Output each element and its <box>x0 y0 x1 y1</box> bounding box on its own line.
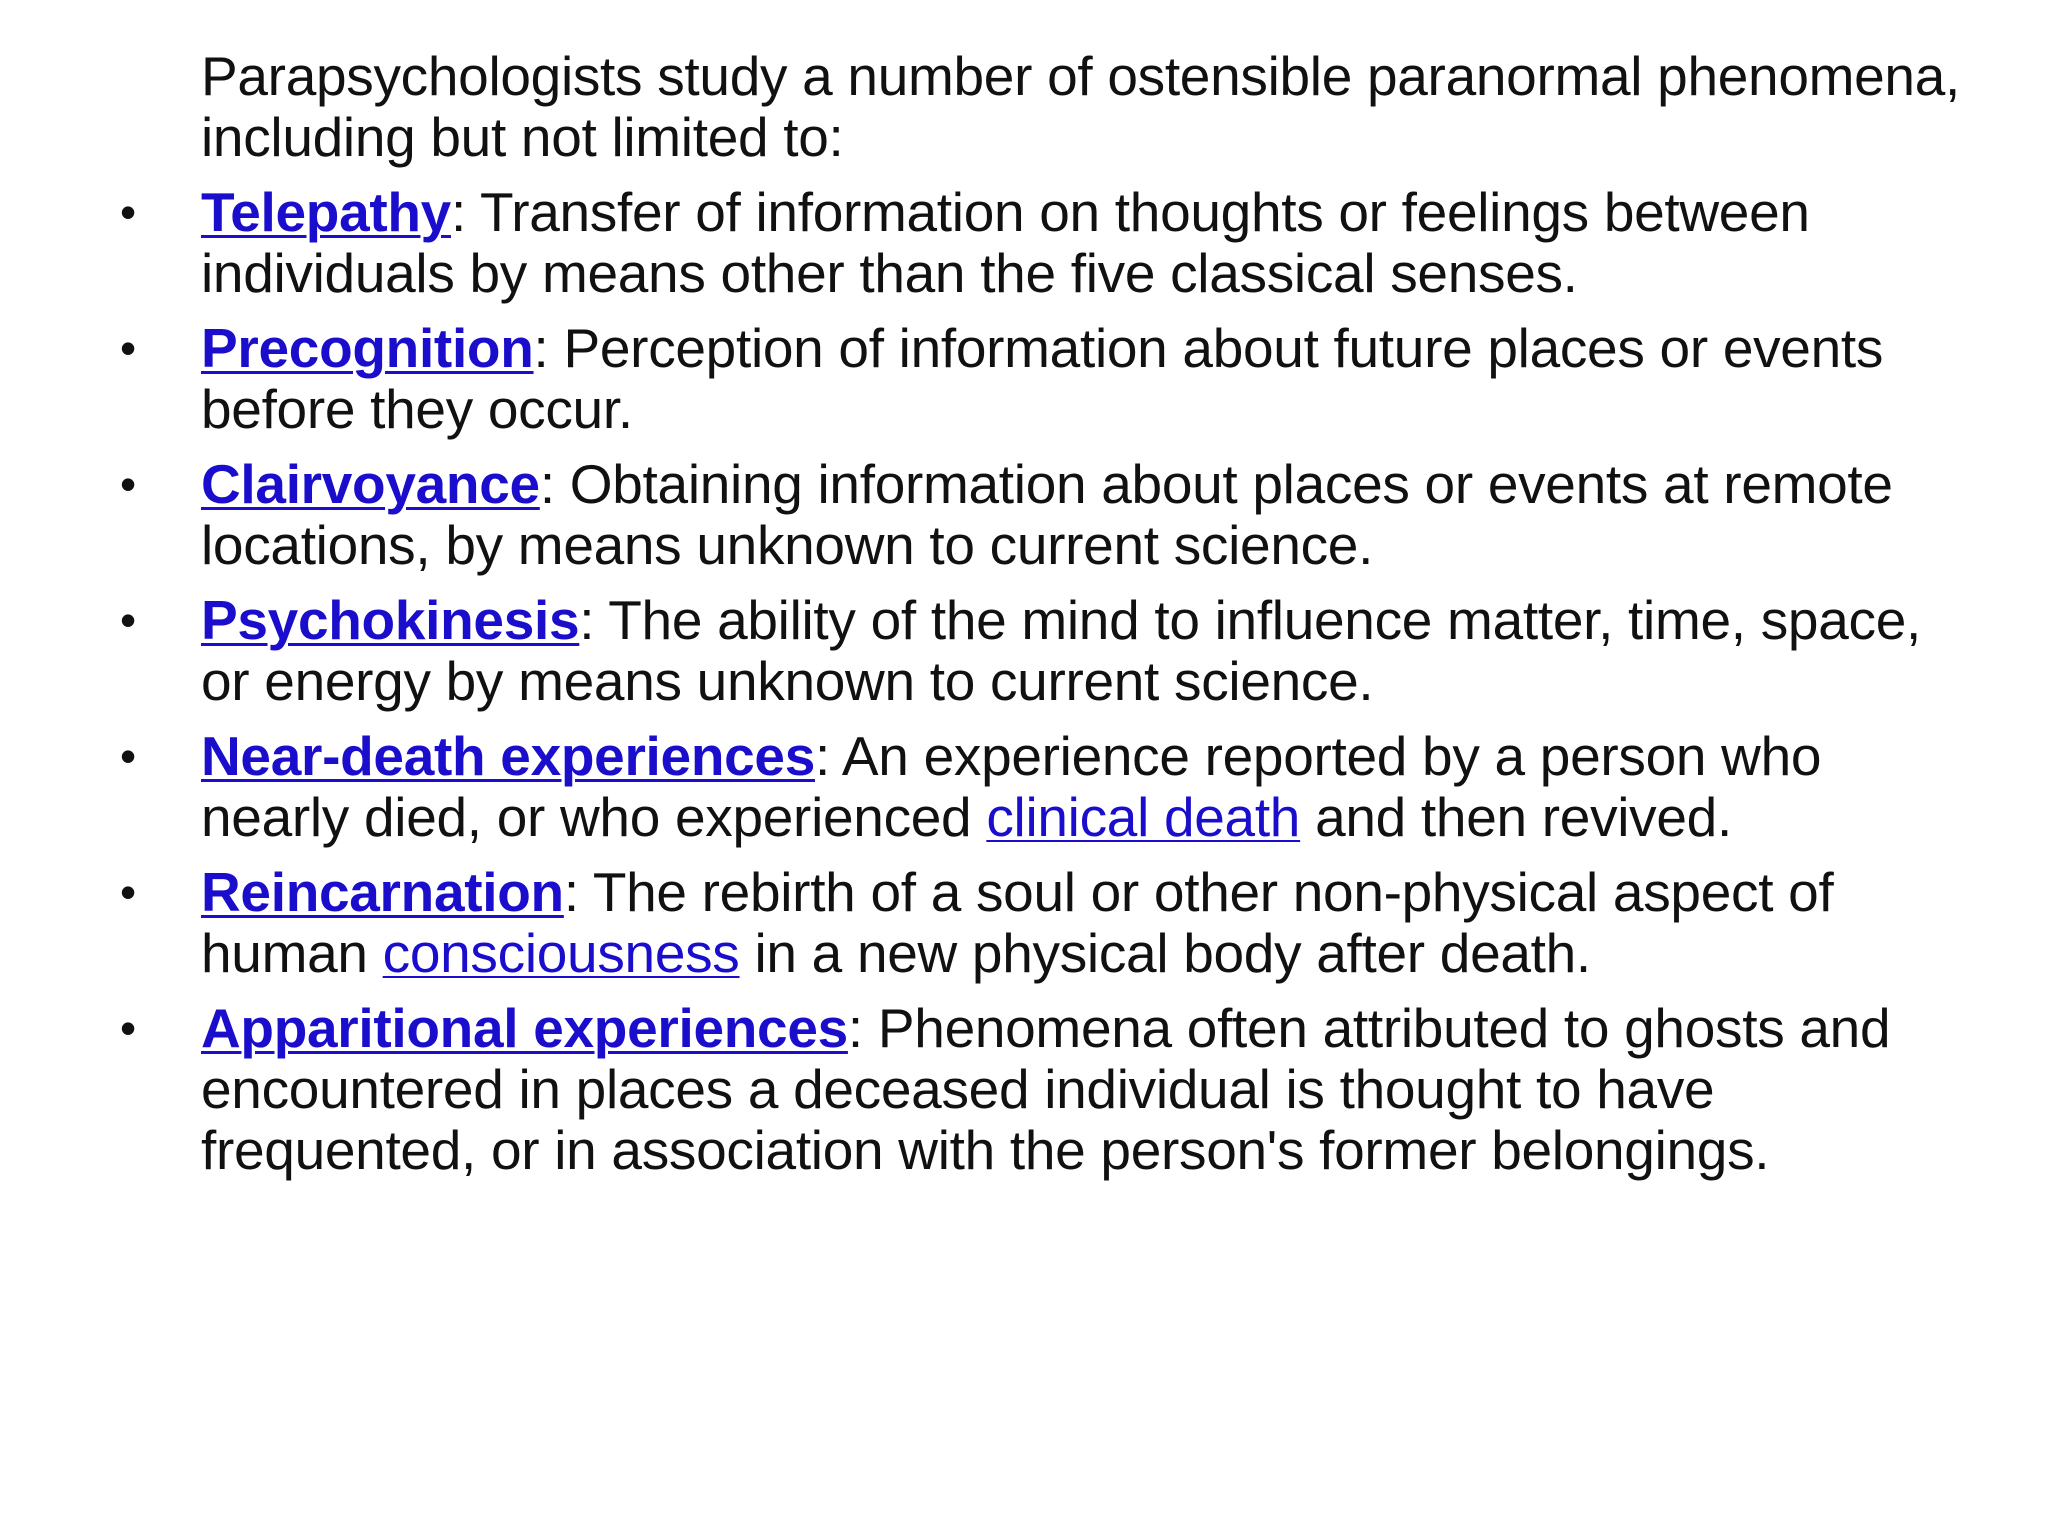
link-precognition[interactable]: Precognition <box>201 317 534 379</box>
list-item-apparitional-experiences <box>120 998 1980 1181</box>
list-item-clairvoyance <box>120 454 1980 576</box>
description-text: Perception of information about future places or events before they occur. <box>201 317 1884 440</box>
list-item-reincarnation <box>120 862 1980 984</box>
intro-paragraph: Parapsychologists study a number of ostensible paranormal phenomena, including but not limited to: <box>201 45 1960 168</box>
separator: : <box>533 317 564 379</box>
description-text-end: in a new physical body after death. <box>739 922 1591 984</box>
link-reincarnation[interactable]: Reincarnation <box>201 861 564 923</box>
list-item-precognition <box>120 318 1980 440</box>
link-apparitional-experiences[interactable]: Apparitional experiences <box>201 997 848 1059</box>
bullet-icon: • <box>120 322 136 374</box>
description-text: The rebirth of a soul or other non-physical aspect of human <box>201 861 1834 984</box>
bullet-icon: • <box>120 730 136 782</box>
bullet-icon: • <box>120 186 136 238</box>
bullet-icon: • <box>120 866 136 918</box>
separator: : <box>847 997 878 1059</box>
link-consciousness[interactable]: consciousness <box>382 922 740 984</box>
description-text: The ability of the mind to influence matter, time, space, or energy by means unknown to current science. <box>201 589 1921 712</box>
link-psychokinesis[interactable]: Psychokinesis <box>201 589 580 651</box>
description-text: Phenomena often attributed to ghosts and encountered in places a deceased individual is thought to have frequented, or in association with the person's former belongings. <box>201 997 1891 1181</box>
separator: : <box>563 861 593 923</box>
link-clairvoyance[interactable]: Clairvoyance <box>201 453 540 515</box>
description-text: Transfer of information on thoughts or feelings between individuals by means other than the five classical senses. <box>201 181 1810 304</box>
separator: : <box>450 181 480 243</box>
link-near-death-experiences[interactable]: Near-death experiences <box>201 725 815 787</box>
list-item-telepathy <box>120 182 1980 304</box>
description-text-end: and then revived. <box>1300 786 1732 848</box>
slide-content <box>120 46 1980 1195</box>
description-text: An experience reported by a person who nearly died, or who experienced <box>201 725 1822 848</box>
separator: : <box>579 589 609 651</box>
link-clinical-death[interactable]: clinical death <box>986 786 1301 848</box>
bullet-icon: • <box>120 594 136 646</box>
bullet-icon: • <box>120 458 136 510</box>
list-item-near-death-experiences <box>120 726 1980 848</box>
bullet-icon: • <box>120 1002 136 1054</box>
separator: : <box>539 453 570 515</box>
description-text: Obtaining information about places or events at remote locations, by means unknown to current science. <box>201 453 1893 576</box>
separator: : <box>814 725 842 787</box>
list-item-psychokinesis <box>120 590 1980 712</box>
link-telepathy[interactable]: Telepathy <box>201 181 451 243</box>
phenomena-list <box>120 182 1980 1181</box>
